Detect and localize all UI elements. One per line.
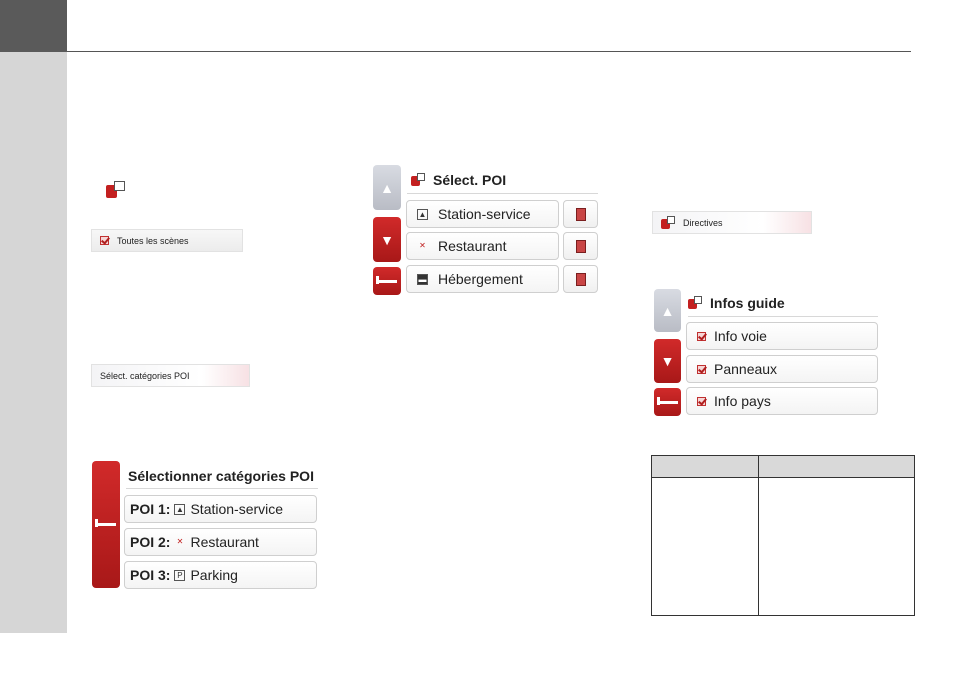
- parking-icon: P: [174, 570, 185, 581]
- all-scenes-toggle[interactable]: [91, 229, 243, 252]
- guide-row-3[interactable]: [686, 387, 878, 415]
- category-label: Restaurant: [190, 534, 259, 550]
- back-button[interactable]: [654, 388, 681, 416]
- guide-label: Info pays: [714, 393, 771, 409]
- table-cell: [759, 478, 915, 616]
- categories-panel-title: Sélectionner catégories POI: [126, 463, 318, 489]
- document-icon: [576, 273, 586, 286]
- restaurant-icon: ✕: [176, 536, 184, 546]
- guide-label: Panneaux: [714, 361, 778, 377]
- checkbox-icon[interactable]: [697, 365, 706, 374]
- scroll-up-button[interactable]: ▲: [373, 165, 401, 210]
- category-row-2[interactable]: [124, 528, 317, 556]
- checkbox-icon: [100, 236, 109, 245]
- poi-row-3[interactable]: [406, 265, 559, 293]
- directives-icon: [661, 216, 675, 230]
- table-header-row: [652, 456, 915, 478]
- poi-detail-button-1[interactable]: [563, 200, 598, 228]
- info-table: [651, 455, 915, 616]
- back-arrow-icon: [377, 280, 397, 283]
- poi-categories-button[interactable]: [91, 364, 250, 387]
- hotel-icon: ▬: [418, 274, 427, 284]
- back-button[interactable]: [92, 461, 120, 588]
- chapter-tab: [0, 0, 67, 52]
- poi-categories-label: Sélect. catégories POI: [100, 370, 190, 381]
- guide-row-2[interactable]: [686, 355, 878, 383]
- poi-detail-button-2[interactable]: [563, 232, 598, 260]
- back-arrow-icon: [658, 401, 678, 404]
- directives-button[interactable]: [652, 211, 812, 234]
- back-button[interactable]: [373, 267, 401, 295]
- fuel-icon: ▲: [176, 504, 184, 514]
- side-strip: [0, 52, 67, 633]
- select-poi-title: Sélect. POI: [407, 166, 598, 194]
- directives-label: Directives: [683, 217, 723, 228]
- poi-detail-button-3[interactable]: [563, 265, 598, 293]
- checkbox-icon[interactable]: [697, 397, 706, 406]
- category-prefix: POI 3:: [130, 567, 171, 583]
- checkbox-icon[interactable]: [697, 332, 706, 341]
- scroll-up-button[interactable]: ▲: [654, 289, 681, 332]
- category-prefix: POI 1:: [130, 501, 171, 517]
- category-label: Parking: [190, 567, 238, 583]
- guide-icon: [688, 296, 702, 310]
- back-arrow-icon: [96, 523, 116, 526]
- table-header-cell: [652, 456, 759, 478]
- scroll-down-button[interactable]: ▼: [373, 217, 401, 262]
- category-row-1[interactable]: [124, 495, 317, 523]
- document-icon: [576, 240, 586, 253]
- all-scenes-label: Toutes les scènes: [117, 235, 189, 246]
- restaurant-icon: ✕: [419, 240, 426, 250]
- scroll-down-button[interactable]: ▼: [654, 339, 681, 383]
- guide-row-1[interactable]: [686, 322, 878, 350]
- category-row-3[interactable]: [124, 561, 317, 589]
- guide-panel-title: Infos guide: [688, 289, 878, 317]
- poi-label: Restaurant: [438, 238, 507, 254]
- table-header-cell: [759, 456, 915, 478]
- table-cell: [652, 478, 759, 616]
- category-prefix: POI 2:: [130, 534, 171, 550]
- guide-label: Info voie: [714, 328, 767, 344]
- document-icon: [576, 208, 586, 221]
- poi-row-2[interactable]: [406, 232, 559, 260]
- poi-icon: [411, 173, 425, 187]
- fuel-icon: ▲: [418, 209, 427, 219]
- category-label: Station-service: [190, 501, 284, 517]
- poi-row-1[interactable]: [406, 200, 559, 228]
- header-rule: [67, 51, 911, 52]
- table-row: [652, 478, 915, 616]
- poi-label: Hébergement: [438, 271, 523, 287]
- poi-settings-icon[interactable]: [106, 181, 126, 199]
- poi-label: Station-service: [438, 206, 531, 222]
